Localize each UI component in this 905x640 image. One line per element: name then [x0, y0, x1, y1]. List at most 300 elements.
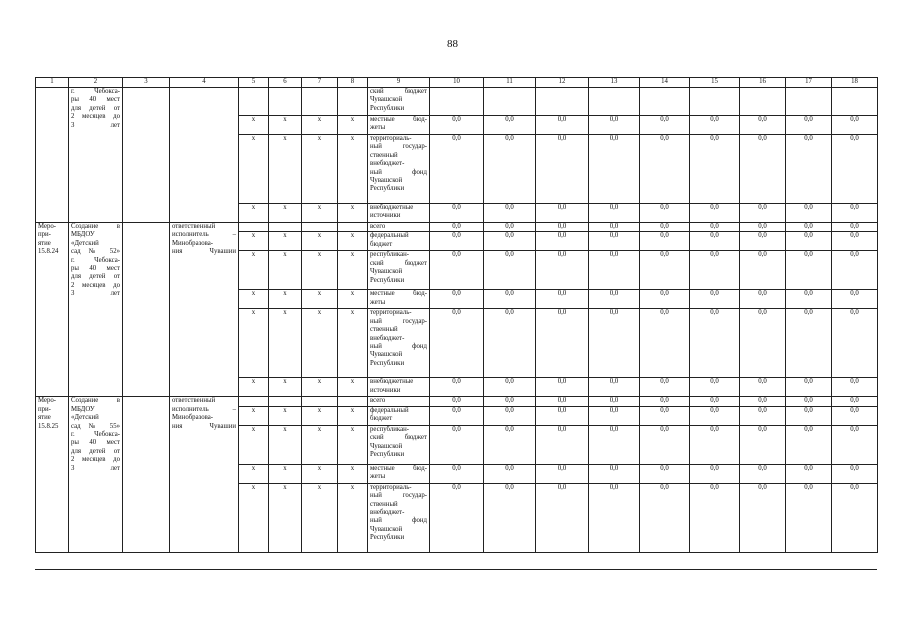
column-3-cell	[123, 88, 170, 223]
amount-cell: 0,0	[690, 223, 740, 232]
amount-cell: 0,0	[740, 204, 786, 223]
funding-source-line: бюджет	[370, 415, 393, 423]
funding-source	[368, 290, 430, 309]
amount-cell: 0,0	[484, 425, 536, 464]
amount-cell: 0,0	[690, 309, 740, 378]
mark-cell: x	[269, 406, 302, 425]
mark-cell: x	[269, 483, 302, 552]
funding-source-line: Республики	[370, 534, 405, 542]
amount-cell: 0,0	[740, 397, 786, 406]
measure-id-line: при-	[38, 231, 51, 239]
amount-cell: 0,0	[484, 378, 536, 397]
amount-cell: 0,0	[832, 483, 878, 552]
mark-cell: x	[338, 290, 368, 309]
amount-cell: 0,0	[589, 483, 640, 552]
funding-source-line: бюджет	[370, 240, 393, 248]
funding-source-line: Чувашской	[370, 96, 403, 104]
column-number: 15	[690, 78, 740, 88]
amount-cell: 0,0	[430, 397, 484, 406]
amount-cell: 0,0	[640, 406, 690, 425]
funding-source-line: внебюджет-	[370, 509, 405, 517]
funding-source-line: Чувашской	[370, 351, 403, 359]
mark-cell: x	[302, 406, 338, 425]
amount-cell	[786, 88, 832, 116]
amount-cell: 0,0	[484, 464, 536, 483]
amount-cell: 0,0	[430, 223, 484, 232]
mark-cell: x	[269, 464, 302, 483]
column-number-row	[36, 78, 878, 88]
amount-cell: 0,0	[536, 464, 589, 483]
amount-cell: 0,0	[640, 116, 690, 135]
mark-cell: x	[239, 483, 269, 552]
amount-cell: 0,0	[690, 232, 740, 251]
mark-cell: x	[338, 116, 368, 135]
amount-cell: 0,0	[536, 290, 589, 309]
measure-id-line: 15.8.25	[38, 422, 59, 430]
amount-cell: 0,0	[690, 425, 740, 464]
mark-cell: x	[239, 378, 269, 397]
funding-source-line: территориаль-	[370, 483, 412, 491]
mark-cell: x	[269, 204, 302, 223]
mark-cell: x	[302, 425, 338, 464]
column-number: 9	[368, 78, 430, 88]
table-bottom-border	[35, 569, 877, 570]
amount-cell: 0,0	[832, 116, 878, 135]
mark-cell	[239, 397, 269, 406]
funding-source	[368, 397, 430, 406]
column-number: 3	[123, 78, 170, 88]
mark-cell: x	[338, 204, 368, 223]
measure-name-line: МБДОУ	[71, 231, 95, 239]
amount-cell: 0,0	[640, 290, 690, 309]
mark-cell: x	[239, 232, 269, 251]
mark-cell: x	[338, 406, 368, 425]
measure-name	[69, 223, 123, 397]
amount-cell: 0,0	[484, 483, 536, 552]
amount-cell: 0,0	[589, 309, 640, 378]
amount-cell: 0,0	[589, 290, 640, 309]
column-number: 13	[589, 78, 640, 88]
amount-cell: 0,0	[832, 290, 878, 309]
amount-cell: 0,0	[430, 378, 484, 397]
funding-source-line: жеты	[370, 298, 386, 306]
mark-cell: x	[269, 116, 302, 135]
funding-source	[368, 309, 430, 378]
funding-source-line: ный фонд	[370, 168, 427, 176]
amount-cell	[690, 88, 740, 116]
amount-cell: 0,0	[640, 251, 690, 290]
column-number: 17	[786, 78, 832, 88]
mark-cell	[338, 397, 368, 406]
measure-name-line: сад № 55»	[71, 422, 120, 430]
column-number: 5	[239, 78, 269, 88]
amount-cell: 0,0	[740, 135, 786, 204]
mark-cell	[338, 223, 368, 232]
amount-cell: 0,0	[690, 251, 740, 290]
mark-cell	[338, 88, 368, 116]
amount-cell: 0,0	[786, 397, 832, 406]
column-3-cell	[123, 397, 170, 552]
mark-cell: x	[269, 290, 302, 309]
amount-cell: 0,0	[536, 309, 589, 378]
funding-source-line: ный государ-	[370, 492, 427, 500]
funding-source-line: ный фонд	[370, 343, 427, 351]
amount-cell: 0,0	[832, 204, 878, 223]
column-number: 2	[69, 78, 123, 88]
amount-cell: 0,0	[786, 425, 832, 464]
column-number: 4	[170, 78, 239, 88]
table-row	[36, 223, 878, 232]
amount-cell: 0,0	[640, 309, 690, 378]
amount-cell	[589, 88, 640, 116]
amount-cell: 0,0	[536, 251, 589, 290]
mark-cell	[239, 88, 269, 116]
funding-source-line: местные бюд-	[370, 464, 427, 472]
column-number: 14	[640, 78, 690, 88]
measure-id-line: 15.8.24	[38, 248, 59, 256]
amount-cell	[536, 88, 589, 116]
mark-cell: x	[302, 135, 338, 204]
amount-cell	[832, 88, 878, 116]
measure-name	[69, 88, 123, 223]
amount-cell: 0,0	[690, 116, 740, 135]
mark-cell: x	[338, 135, 368, 204]
amount-cell: 0,0	[536, 378, 589, 397]
amount-cell: 0,0	[740, 378, 786, 397]
measure-name-line: г. Чебокса-	[71, 256, 120, 264]
funding-source-line: Чувашской	[370, 177, 403, 185]
amount-cell: 0,0	[589, 378, 640, 397]
column-number: 18	[832, 78, 878, 88]
column-number: 16	[740, 78, 786, 88]
measure-name-line: МБДОУ	[71, 405, 95, 413]
mark-cell: x	[338, 464, 368, 483]
funding-source-line: Республики	[370, 276, 405, 284]
measure-id-line: ятие	[38, 239, 51, 247]
funding-source-line: территориаль-	[370, 309, 412, 317]
mark-cell	[302, 397, 338, 406]
mark-cell: x	[239, 309, 269, 378]
funding-source-line: Республики	[370, 104, 405, 112]
amount-cell: 0,0	[589, 406, 640, 425]
funding-source-line: Республики	[370, 359, 405, 367]
mark-cell: x	[338, 483, 368, 552]
table-row	[36, 397, 878, 406]
funding-source-line: ный государ-	[370, 143, 427, 151]
funding-table	[35, 77, 878, 553]
amount-cell: 0,0	[832, 232, 878, 251]
amount-cell: 0,0	[640, 397, 690, 406]
amount-cell: 0,0	[589, 223, 640, 232]
amount-cell: 0,0	[589, 397, 640, 406]
amount-cell: 0,0	[536, 232, 589, 251]
mark-cell: x	[239, 290, 269, 309]
amount-cell: 0,0	[832, 406, 878, 425]
amount-cell: 0,0	[640, 135, 690, 204]
amount-cell: 0,0	[484, 223, 536, 232]
funding-source-line: ский бюджет	[370, 259, 427, 267]
amount-cell: 0,0	[690, 290, 740, 309]
funding-source-line: ственный	[370, 500, 398, 508]
amount-cell: 0,0	[430, 232, 484, 251]
measure-name-line: 2 месяцев до	[71, 113, 120, 121]
mark-cell: x	[338, 251, 368, 290]
mark-cell	[269, 397, 302, 406]
responsible-executor-line: Минобразова-	[172, 239, 214, 247]
measure-name	[69, 397, 123, 552]
amount-cell: 0,0	[786, 135, 832, 204]
mark-cell: x	[269, 135, 302, 204]
measure-name-line: 3 лет	[71, 464, 120, 472]
amount-cell: 0,0	[740, 464, 786, 483]
responsible-executor-line: Минобразова-	[172, 414, 214, 422]
amount-cell: 0,0	[832, 425, 878, 464]
amount-cell: 0,0	[484, 116, 536, 135]
mark-cell: x	[239, 251, 269, 290]
measure-id-line: при-	[38, 405, 51, 413]
funding-source-line: всего	[370, 397, 386, 405]
mark-cell: x	[239, 464, 269, 483]
measure-name-line: ры 40 мест	[71, 96, 120, 104]
funding-source-line: Республики	[370, 451, 405, 459]
funding-source-line: ный фонд	[370, 517, 427, 525]
funding-source-line: ский бюджет	[370, 88, 427, 95]
measure-name-line: 3 лет	[71, 290, 120, 298]
column-number: 10	[430, 78, 484, 88]
mark-cell: x	[302, 290, 338, 309]
funding-source	[368, 116, 430, 135]
amount-cell	[640, 88, 690, 116]
measure-name-line: 2 месяцев до	[71, 281, 120, 289]
amount-cell	[740, 88, 786, 116]
funding-source	[368, 88, 430, 116]
column-number: 1	[36, 78, 69, 88]
measure-id	[36, 397, 69, 552]
mark-cell: x	[239, 425, 269, 464]
amount-cell: 0,0	[832, 251, 878, 290]
amount-cell: 0,0	[536, 204, 589, 223]
funding-source-line: Чувашской	[370, 268, 403, 276]
amount-cell: 0,0	[536, 425, 589, 464]
funding-source	[368, 378, 430, 397]
amount-cell: 0,0	[640, 483, 690, 552]
measure-name-line: для детей от	[71, 273, 120, 281]
responsible-executor-line: исполнитель –	[172, 405, 236, 413]
amount-cell: 0,0	[740, 309, 786, 378]
funding-source-line: Республики	[370, 185, 405, 193]
amount-cell: 0,0	[430, 425, 484, 464]
amount-cell: 0,0	[786, 378, 832, 397]
measure-name-line: г. Чебокса-	[71, 88, 120, 95]
column-number: 12	[536, 78, 589, 88]
amount-cell: 0,0	[589, 135, 640, 204]
amount-cell: 0,0	[740, 406, 786, 425]
funding-source-line: территориаль-	[370, 135, 412, 142]
responsible-executor	[170, 223, 239, 397]
amount-cell: 0,0	[740, 232, 786, 251]
amount-cell: 0,0	[832, 309, 878, 378]
amount-cell: 0,0	[740, 251, 786, 290]
mark-cell: x	[302, 204, 338, 223]
mark-cell: x	[239, 406, 269, 425]
amount-cell: 0,0	[589, 116, 640, 135]
funding-source-line: республикан-	[370, 425, 409, 433]
amount-cell: 0,0	[589, 464, 640, 483]
amount-cell: 0,0	[484, 135, 536, 204]
amount-cell: 0,0	[430, 204, 484, 223]
mark-cell: x	[269, 425, 302, 464]
amount-cell: 0,0	[690, 378, 740, 397]
measure-name-line: 2 месяцев до	[71, 456, 120, 464]
funding-source-line: федеральный	[370, 406, 409, 414]
funding-source-line: внебюджетные	[370, 204, 414, 211]
amount-cell: 0,0	[484, 232, 536, 251]
measure-name-line: «Детский	[71, 239, 99, 247]
measure-name-line: 3 лет	[71, 121, 120, 129]
amount-cell: 0,0	[484, 290, 536, 309]
funding-source-line: ный государ-	[370, 317, 427, 325]
column-number: 6	[269, 78, 302, 88]
mark-cell: x	[338, 309, 368, 378]
measure-id-line: Меро-	[38, 397, 57, 405]
funding-source	[368, 204, 430, 223]
mark-cell	[269, 88, 302, 116]
amount-cell: 0,0	[786, 251, 832, 290]
mark-cell: x	[269, 309, 302, 378]
amount-cell: 0,0	[690, 204, 740, 223]
measure-id-cell	[36, 88, 69, 223]
measure-name-line: ры 40 мест	[71, 439, 120, 447]
measure-name-line: Создание в	[71, 223, 120, 230]
table-row	[36, 88, 878, 116]
mark-cell: x	[302, 251, 338, 290]
amount-cell: 0,0	[589, 204, 640, 223]
amount-cell: 0,0	[690, 397, 740, 406]
responsible-executor-line: ответственный	[172, 223, 216, 230]
measure-id	[36, 223, 69, 397]
funding-source-line: жеты	[370, 124, 386, 132]
mark-cell: x	[302, 464, 338, 483]
mark-cell: x	[269, 251, 302, 290]
amount-cell: 0,0	[536, 397, 589, 406]
funding-source-line: источники	[370, 386, 401, 394]
amount-cell: 0,0	[536, 483, 589, 552]
responsible-executor-line: ния Чувашии	[172, 422, 236, 430]
measure-name-line: для детей от	[71, 104, 120, 112]
amount-cell: 0,0	[536, 116, 589, 135]
amount-cell: 0,0	[484, 397, 536, 406]
amount-cell: 0,0	[484, 204, 536, 223]
amount-cell: 0,0	[640, 232, 690, 251]
mark-cell	[239, 223, 269, 232]
funding-source	[368, 406, 430, 425]
amount-cell: 0,0	[832, 223, 878, 232]
amount-cell: 0,0	[786, 290, 832, 309]
mark-cell: x	[239, 204, 269, 223]
measure-name-line: г. Чебокса-	[71, 431, 120, 439]
mark-cell: x	[269, 378, 302, 397]
amount-cell: 0,0	[640, 378, 690, 397]
responsible-executor-line: исполнитель –	[172, 231, 236, 239]
amount-cell: 0,0	[832, 135, 878, 204]
amount-cell: 0,0	[690, 135, 740, 204]
funding-source	[368, 483, 430, 552]
mark-cell	[302, 88, 338, 116]
amount-cell: 0,0	[484, 309, 536, 378]
amount-cell: 0,0	[740, 290, 786, 309]
mark-cell: x	[338, 425, 368, 464]
mark-cell: x	[338, 232, 368, 251]
funding-source-line: Чувашской	[370, 442, 403, 450]
funding-source-line: внебюджет-	[370, 160, 405, 168]
mark-cell: x	[302, 309, 338, 378]
mark-cell: x	[302, 232, 338, 251]
amount-cell: 0,0	[740, 223, 786, 232]
page-number: 88	[447, 38, 458, 50]
funding-source	[368, 135, 430, 204]
mark-cell: x	[239, 116, 269, 135]
amount-cell: 0,0	[536, 223, 589, 232]
funding-source-line: местные бюд-	[370, 290, 427, 298]
amount-cell: 0,0	[690, 483, 740, 552]
amount-cell: 0,0	[740, 483, 786, 552]
amount-cell: 0,0	[786, 204, 832, 223]
mark-cell	[302, 223, 338, 232]
measure-id-line: Меро-	[38, 223, 57, 230]
amount-cell	[430, 88, 484, 116]
amount-cell: 0,0	[740, 116, 786, 135]
funding-source-line: внебюджет-	[370, 334, 405, 342]
funding-source-line: внебюджетные	[370, 378, 414, 386]
amount-cell: 0,0	[832, 378, 878, 397]
funding-source-line: ственный	[370, 151, 398, 159]
funding-source	[368, 425, 430, 464]
amount-cell	[484, 88, 536, 116]
measure-name-line: Создание в	[71, 397, 120, 405]
amount-cell: 0,0	[430, 406, 484, 425]
column-number: 7	[302, 78, 338, 88]
funding-source	[368, 232, 430, 251]
amount-cell: 0,0	[640, 204, 690, 223]
amount-cell: 0,0	[786, 223, 832, 232]
mark-cell: x	[269, 232, 302, 251]
funding-source-line: ственный	[370, 326, 398, 334]
measure-name-line: ры 40 мест	[71, 265, 120, 273]
funding-source	[368, 223, 430, 232]
mark-cell	[269, 223, 302, 232]
amount-cell: 0,0	[430, 464, 484, 483]
mark-cell: x	[239, 135, 269, 204]
amount-cell: 0,0	[690, 464, 740, 483]
amount-cell: 0,0	[589, 251, 640, 290]
responsible-executor-line: ответственный	[172, 397, 216, 405]
funding-source-line: ский бюджет	[370, 434, 427, 442]
column-number: 8	[338, 78, 368, 88]
amount-cell: 0,0	[832, 464, 878, 483]
column-3-cell	[123, 223, 170, 397]
funding-source	[368, 464, 430, 483]
amount-cell: 0,0	[786, 464, 832, 483]
mark-cell: x	[302, 483, 338, 552]
amount-cell: 0,0	[484, 406, 536, 425]
amount-cell: 0,0	[589, 425, 640, 464]
funding-source-line: республикан-	[370, 251, 409, 259]
amount-cell: 0,0	[484, 251, 536, 290]
funding-source-line: Чувашской	[370, 525, 403, 533]
funding-source-line: федеральный	[370, 232, 409, 240]
funding-source-line: всего	[370, 223, 386, 230]
amount-cell: 0,0	[430, 290, 484, 309]
